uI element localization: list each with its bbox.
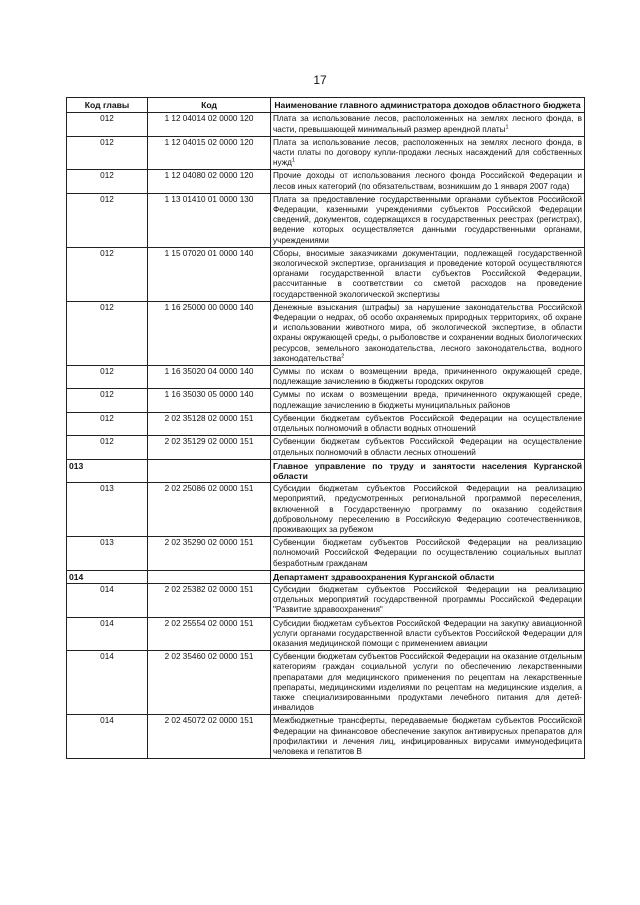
revenue-name-text: Департамент здравоохранения Курганской области bbox=[273, 571, 495, 582]
table-body bbox=[67, 113, 585, 759]
chapter-code-cell: 014 bbox=[67, 583, 148, 617]
table-row bbox=[67, 366, 585, 389]
table-row bbox=[67, 389, 585, 412]
chapter-code-cell: 012 bbox=[67, 301, 148, 365]
chapter-code-cell: 012 bbox=[67, 136, 148, 170]
revenue-code-cell: 1 12 04080 02 0000 120 bbox=[148, 170, 271, 193]
revenue-name-text: Суммы по искам о возмещении вреда, причиненного окружающей среде, подлежащие зачислению в бюджеты городских округов bbox=[273, 367, 582, 387]
table-row bbox=[67, 113, 585, 136]
chapter-code-cell: 014 bbox=[67, 617, 148, 651]
revenue-code-cell: 1 16 35030 05 0000 140 bbox=[148, 389, 271, 412]
revenue-name-text: Субсидии бюджетам субъектов Российской Федерации на закупку авиационной услуги органами государственной власти субъектов Российской Федерации для оказания медицинской помощи с применением авиации bbox=[273, 618, 582, 648]
revenue-code-cell: 1 15 07020 01 0000 140 bbox=[148, 247, 271, 301]
revenue-name-text: Субвенции бюджетам субъектов Российской Федерации на оказание отдельным категориям граждан социальной услуги по обеспечению лекарственными препаратами для медицинского применения по рецептам на лекарственные препараты, медицинскими изделиями по рецептам на медицинские изделия, а также специализированными продуктами лечебного питания для детей-инвалидов bbox=[273, 652, 582, 713]
revenue-name-cell bbox=[271, 570, 585, 583]
section-row bbox=[67, 459, 585, 482]
table-row bbox=[67, 247, 585, 301]
revenue-name-text: Субвенции бюджетам субъектов Российской Федерации на осуществление отдельных полномочий в области лесных отношений bbox=[273, 437, 582, 457]
table-row bbox=[67, 715, 585, 759]
revenue-name-cell bbox=[271, 412, 585, 435]
revenue-code-cell bbox=[148, 570, 271, 583]
revenue-code-cell: 2 02 45072 02 0000 151 bbox=[148, 715, 271, 759]
revenue-code-cell: 1 16 25000 00 0000 140 bbox=[148, 301, 271, 365]
table-row bbox=[67, 301, 585, 365]
revenue-code-cell: 2 02 35129 02 0000 151 bbox=[148, 436, 271, 459]
revenue-name-cell bbox=[271, 389, 585, 412]
revenue-code-cell: 2 02 25086 02 0000 151 bbox=[148, 483, 271, 537]
revenue-name-text: Сборы, вносимые заказчиками документации, подлежащей государственной экологической экспертизе, организация и проведение которой осуществляются органами государственной власти субъектов Российской Федерации, рассчитанные в соответствии со сметой расходов на проведение государственной экологической экспертизы bbox=[273, 248, 582, 299]
footnote-marker: 1 bbox=[291, 157, 296, 164]
revenue-code-cell: 2 02 35290 02 0000 151 bbox=[148, 537, 271, 571]
table-row bbox=[67, 170, 585, 193]
table-row bbox=[67, 193, 585, 247]
revenue-name-cell bbox=[271, 136, 585, 170]
chapter-code-cell: 014 bbox=[67, 715, 148, 759]
chapter-code-cell: 012 bbox=[67, 436, 148, 459]
revenue-code-cell bbox=[148, 459, 271, 482]
chapter-code-cell: 012 bbox=[67, 366, 148, 389]
header-chapter-code: Код главы bbox=[67, 98, 148, 113]
revenue-code-cell: 1 16 35020 04 0000 140 bbox=[148, 366, 271, 389]
chapter-code-cell: 013 bbox=[67, 483, 148, 537]
revenue-name-cell bbox=[271, 459, 585, 482]
revenue-name-text: Субвенции бюджетам субъектов Российской Федерации на осуществление отдельных полномочий в области водных отношений bbox=[273, 413, 582, 434]
chapter-code-cell: 012 bbox=[67, 412, 148, 435]
revenue-name-cell bbox=[271, 170, 585, 193]
table-row bbox=[67, 483, 585, 537]
revenue-name-cell bbox=[271, 651, 585, 715]
revenue-name-text: Плата за использование лесов, расположенных на землях лесного фонда, в части платы по договору купли-продажи лесных насаждений для собственных нужд bbox=[273, 137, 582, 168]
revenue-name-cell bbox=[271, 483, 585, 537]
chapter-code-cell: 013 bbox=[67, 537, 148, 571]
revenue-name-text: Субсидии бюджетам субъектов Российской Федерации на реализацию мероприятий, предусмотренных региональной программой переселения, включенной в Государственную программу по оказанию содействия добровольному переселению в Российскую Федерацию соотечественников, проживающих за рубежом bbox=[273, 484, 582, 534]
revenue-code-cell: 2 02 25554 02 0000 151 bbox=[148, 617, 271, 651]
revenue-name-text: Главное управление по труду и занятости населения Курганской области bbox=[273, 460, 582, 481]
table-row bbox=[67, 537, 585, 571]
table-row bbox=[67, 412, 585, 435]
revenue-name-cell bbox=[271, 113, 585, 136]
revenue-code-cell: 2 02 25382 02 0000 151 bbox=[148, 583, 271, 617]
revenue-name-cell bbox=[271, 366, 585, 389]
revenue-name-cell bbox=[271, 583, 585, 617]
revenue-code-cell: 2 02 35460 02 0000 151 bbox=[148, 651, 271, 715]
chapter-code-cell: 012 bbox=[67, 113, 148, 136]
revenue-name-text: Субвенции бюджетам субъектов Российской Федерации на реализацию полномочий Российской Федерации по осуществлению социальных выплат безработным гражданам bbox=[273, 538, 582, 568]
section-row bbox=[67, 570, 585, 583]
revenue-name-text: Прочие доходы от использования лесного фонда Российской Федерации и лесов иных категорий (по обязательствам, возникшим до 1 января 2007 года) bbox=[273, 171, 582, 191]
revenue-name-text: Плата за использование лесов, расположенных на землях лесного фонда, в части, превышающей минимальный размер арендной платы bbox=[273, 114, 582, 134]
page-number: 17 bbox=[313, 73, 327, 87]
table-row bbox=[67, 617, 585, 651]
table-row bbox=[67, 651, 585, 715]
table-row bbox=[67, 136, 585, 170]
table-header-row bbox=[67, 98, 585, 113]
chapter-code-cell: 012 bbox=[67, 247, 148, 301]
revenue-code-cell: 2 02 35128 02 0000 151 bbox=[148, 412, 271, 435]
revenue-name-cell bbox=[271, 715, 585, 759]
chapter-code-cell: 012 bbox=[67, 389, 148, 412]
header-code: Код bbox=[148, 98, 271, 113]
footnote-marker: 2 bbox=[341, 353, 345, 360]
revenue-name-cell bbox=[271, 301, 585, 365]
header-administrator-name: Наименование главного администратора доходов областного бюджета bbox=[271, 98, 585, 113]
revenue-name-text: Суммы по искам о возмещении вреда, причиненного окружающей среде, подлежащие зачислению в бюджеты муниципальных районов bbox=[273, 390, 582, 410]
chapter-code-cell: 012 bbox=[67, 193, 148, 247]
revenue-name-text: Плата за предоставление государственными органами субъектов Российской Федерации, казенными учреждениями субъектов Российской Федерации сведений, документов, содержащихся в государственных реестрах (регистрах), ведение которых осуществляется данными государственными органами, учреждениями bbox=[273, 194, 582, 245]
revenue-name-cell bbox=[271, 193, 585, 247]
revenue-name-text: Денежные взыскания (штрафы) за нарушение законодательства Российской Федерации о недрах, об особо охраняемых природных территориях, об охране и использовании животного мира, об экологической экспертизе, в области охраны окружающей среды, о рыболовстве и сохранении водных биологических ресурсов, земельного законодательства, лесного законодательства, водного законодательства bbox=[273, 302, 582, 363]
chapter-code-cell: 013 bbox=[67, 459, 148, 482]
revenue-name-cell bbox=[271, 537, 585, 571]
revenue-name-text: Субсидии бюджетам субъектов Российской Федерации на реализацию отдельных мероприятий государственной программы Российской Федерации "Развитие здравоохранения" bbox=[273, 584, 582, 615]
footnote-marker: 1 bbox=[505, 123, 509, 130]
revenue-administrators-table bbox=[66, 97, 585, 759]
revenue-name-cell bbox=[271, 247, 585, 301]
chapter-code-cell: 012 bbox=[67, 170, 148, 193]
chapter-code-cell: 014 bbox=[67, 651, 148, 715]
chapter-code-cell: 014 bbox=[67, 570, 148, 583]
revenue-code-cell: 1 12 04015 02 0000 120 bbox=[148, 136, 271, 170]
revenue-code-cell: 1 12 04014 02 0000 120 bbox=[148, 113, 271, 136]
table-row bbox=[67, 436, 585, 459]
table-row bbox=[67, 583, 585, 617]
revenue-code-cell: 1 13 01410 01 0000 130 bbox=[148, 193, 271, 247]
revenue-name-text: Межбюджетные трансферты, передаваемые бюджетам субъектов Российской Федерации на финансовое обеспечение закупок антивирусных препаратов для профилактики и лечения лиц, инфицированных вирусами иммунодефицита человека и гепатитов В bbox=[273, 716, 582, 756]
revenue-name-cell bbox=[271, 617, 585, 651]
revenue-name-cell bbox=[271, 436, 585, 459]
